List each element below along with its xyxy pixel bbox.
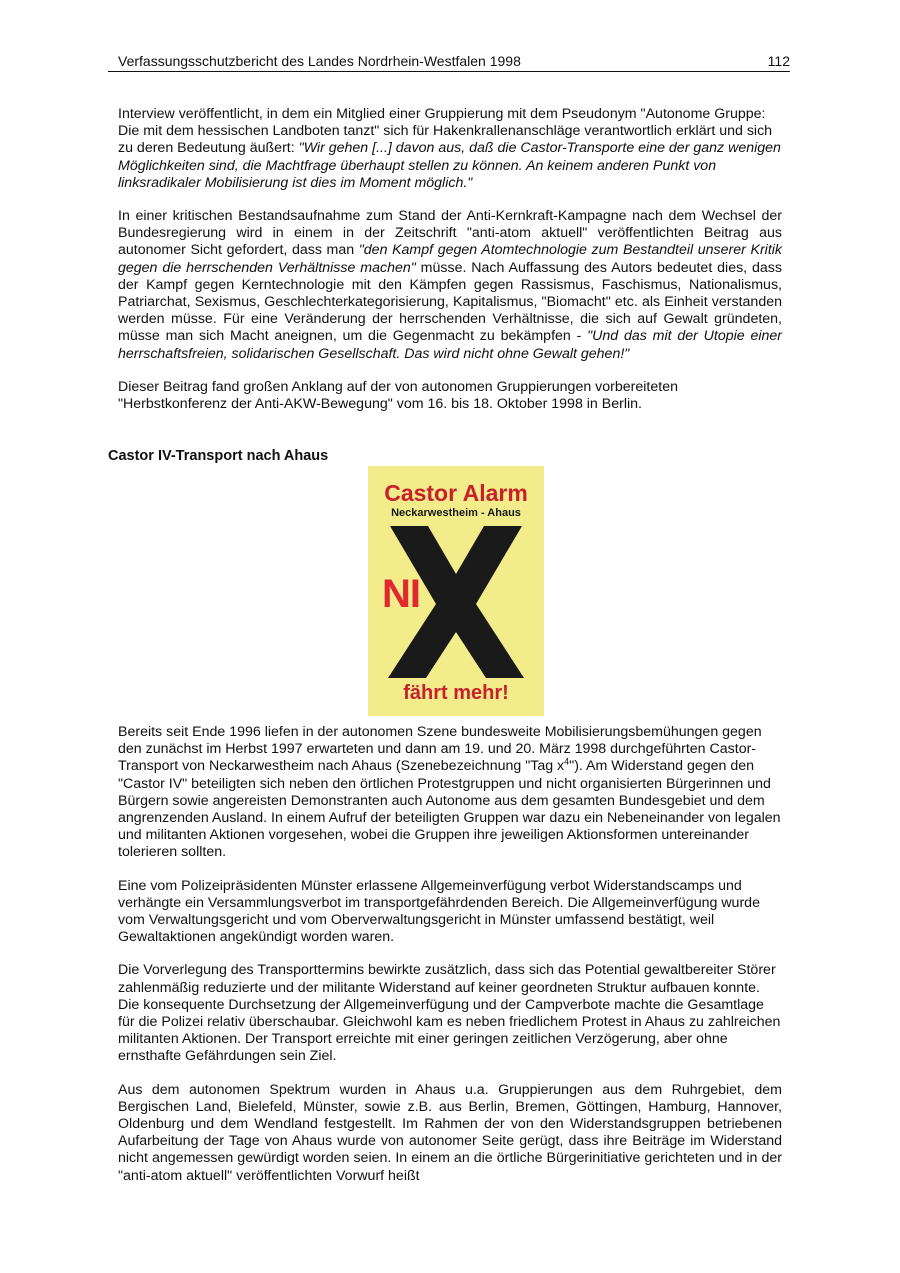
- header-title: Verfassungsschutzbericht des Landes Nordrhein-Westfalen 1998: [118, 53, 521, 69]
- paragraph-5: Eine vom Polizeipräsidenten Münster erlassene Allgemeinverfügung verbot Widerstandscamps und verhängte ein Versammlungsverbot im transportgefährdenden Bereich. Die Allgemeinverfügung wurde vom Verwaltungsgericht und vom Oberverwaltungsgericht in Münster umfassend bestätigt, weil Gewaltaktionen angekündigt worden waren.: [118, 877, 760, 946]
- paragraph-2: [118, 208, 782, 363]
- poster-subtitle: Neckarwestheim - Ahaus: [391, 507, 521, 519]
- paragraph-4: [118, 724, 782, 862]
- castor-poster-image: [368, 466, 544, 716]
- poster-title: Castor Alarm: [384, 480, 528, 506]
- paragraph-7: Aus dem autonomen Spektrum wurden in Ahaus u.a. Gruppierungen aus dem Ruhrgebiet, dem Bergischen Land, Bielefeld, Münster, sowie z.B. aus Berlin, Bremen, Göttingen, Hamburg, Hannover, Oldenburg und dem Wendland festgestellt. Im Rahmen der von den Widerstandsgruppen betriebenen Aufarbeitung der Tage von Ahaus wurde von autonomer Seite gerügt, dass ihre Beiträge im Widerstand nicht angemessen gewürdigt worden seien. In einem an die örtliche Bürgerinitiative gerichteten und in der "anti-atom aktuell" veröffentlichten Vorwurf heißt: [118, 1081, 782, 1184]
- poster-slogan: fährt mehr!: [403, 682, 509, 704]
- poster-ni-text: NI: [382, 572, 420, 616]
- page-number: 112: [767, 53, 790, 69]
- paragraph-1-quote: "Wir gehen [...] davon aus, daß die Castor-Transporte eine der ganz wenigen Möglichkeiten sind, die Machtfrage überhaupt stellen zu können. An keinem anderen Punkt von linksradikaler Mobilisierung ist dies im Moment möglich.": [118, 140, 781, 191]
- page-header: [108, 53, 790, 72]
- paragraph-2-quote-1: "den Kampf gegen Atomtechnologie zum Bestandteil unserer Kritik gegen die herrschenden Verhältnisse machen": [118, 242, 783, 276]
- paragraph-2-text-b: müsse. Nach Auffassung des Autors bedeutet dies, dass der Kampf gegen Kerntechnologie mit den Kämpfen gegen Rassismus, Faschismus, Nationalismus, Patriarchat, Sexismus, Geschlechterkategorisierung, Kapitalismus, "Biomacht" etc. als Einheit verstanden werden müsse. Für eine Veränderung der herrschenden Verhältnisse, die sich auf Gewalt gründeten, müsse man sich Macht aneignen, um die Gegenmacht zu bekämpfen -: [118, 259, 782, 345]
- paragraph-1: [118, 106, 782, 192]
- paragraph-4-text-a: Bereits seit Ende 1996 liefen in der autonomen Szene bundesweite Mobilisierungsbemühungen gegen den zunächst im Herbst 1997 erwarteten und dann am 19. und 20. März 1998 durchgeführten Castor-Transport von Neckarwestheim nach Ahaus (Szenebezeichnung "Tag x: [118, 724, 762, 775]
- footnote-marker[interactable]: 4: [564, 756, 570, 767]
- paragraph-6: Die Vorverlegung des Transporttermins bewirkte zusätzlich, dass sich das Potential gewaltbereiter Störer zahlenmäßig reduzierte und der militante Widerstand auf keiner geordneten Struktur aufbauen konnte. Die konsequente Durchsetzung der Allgemeinverfügung und der Campverbote machte die Gesamtlage für die Polizei relativ überschaubar. Gleichwohl kam es neben friedlichem Protest in Ahaus zu zahlreichen militanten Aktionen. Der Transport erreichte mit einer geringen zeitlichen Verzögerung, aber ohne ernsthafte Gefährdungen sein Ziel.: [118, 962, 781, 1065]
- body-text-top: [118, 106, 782, 429]
- section-heading: Castor IV-Transport nach Ahaus: [108, 448, 329, 464]
- body-text-bottom: [118, 724, 782, 1201]
- paragraph-4-text-b: "). Am Widerstand gegen den "Castor IV" beteiligten sich neben den örtlichen Protestgruppen und nicht organisierten Bürgerinnen und Bürgern sowie angereisten Demonstranten auch Autonome aus dem gesamten Bundesgebiet und dem angrenzenden Ausland. In einem Aufruf der beteiligten Gruppen war dazu ein Nebeneinander von legalen und militanten Aktionen vorgesehen, wobei die Gruppen ihre jeweiligen Aktionsformen untereinander tolerieren sollten.: [118, 758, 781, 861]
- paragraph-2-quote-2: "Und das mit der Utopie einer herrschaftsfreien, solidarischen Gesellschaft. Das wird nicht ohne Gewalt gehen!": [118, 328, 782, 362]
- paragraph-2-text-a: In einer kritischen Bestandsaufnahme zum Stand der Anti-Kernkraft-Kampagne nach dem Wechsel der Bundesregierung wird in einem in der Zeitschrift "anti-atom aktuell" veröffentlichten Beitrag aus autonomer Sicht gefordert, dass man: [118, 208, 782, 259]
- paragraph-3: Dieser Beitrag fand großen Anklang auf der von autonomen Gruppierungen vorbereiteten "Herbstkonferenz der Anti-AKW-Bewegung" vom 16. bis 18. Oktober 1998 in Berlin.: [118, 378, 678, 413]
- paragraph-1-text: Interview veröffentlicht, in dem ein Mitglied einer Gruppierung mit dem Pseudonym "Autonome Gruppe: Die mit dem hessischen Landboten tanzt" sich für Hakenkrallenanschläge verantwortlich erklärt und sich zu deren Bedeutung äußert:: [118, 106, 773, 157]
